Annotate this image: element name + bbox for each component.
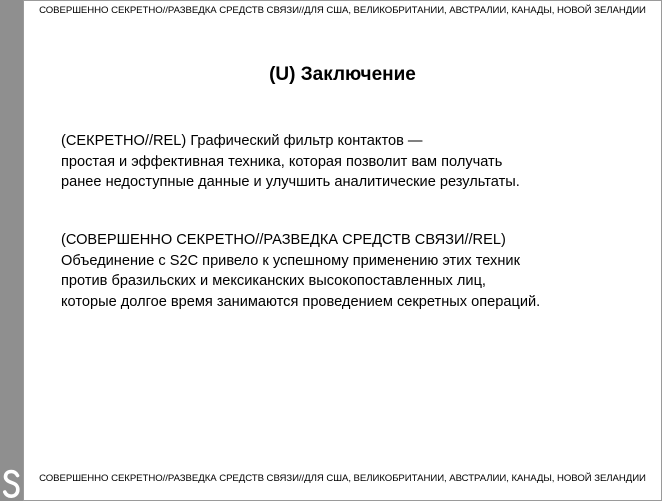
paragraph-line: ранее недоступные данные и улучшить аналитические результаты. xyxy=(61,174,520,190)
paragraph-line: (СОВЕРШЕННО СЕКРЕТНО//РАЗВЕДКА СРЕДСТВ СВЯЗИ//REL) xyxy=(61,232,506,248)
paragraph-line: которые долгое время занимаются проведением секретных операций. xyxy=(61,293,541,310)
paragraph-line: против бразильских и мексиканских высокопоставленных лиц, xyxy=(61,273,486,289)
paragraph-line: Объединение с S2C привело к успешному применению этих техник xyxy=(61,252,520,269)
conclusion-paragraph-1 xyxy=(61,131,651,193)
top-classification-banner: СОВЕРШЕННО СЕКРЕТНО//РАЗВЕДКА СРЕДСТВ СВЯЗИ//ДЛЯ США, ВЕЛИКОБРИТАНИИ, АВСТРАЛИИ, КАНАДЫ, НОВОЙ ЗЕЛАНДИИ xyxy=(39,5,646,16)
s-logo-icon xyxy=(0,467,23,501)
paragraph-line: простая и эффективная техника, которая позволит вам получать xyxy=(61,153,503,170)
slide-title: (U) Заключение xyxy=(269,64,416,85)
conclusion-paragraph-2 xyxy=(61,230,651,312)
slide-frame xyxy=(23,0,662,501)
bottom-classification-banner: СОВЕРШЕННО СЕКРЕТНО//РАЗВЕДКА СРЕДСТВ СВЯЗИ//ДЛЯ США, ВЕЛИКОБРИТАНИИ, АВСТРАЛИИ, КАНАДЫ, НОВОЙ ЗЕЛАНДИИ xyxy=(39,473,646,484)
paragraph-line: (СЕКРЕТНО//REL) Графический фильтр контактов — xyxy=(61,133,423,149)
left-sidebar-bar xyxy=(0,0,23,501)
